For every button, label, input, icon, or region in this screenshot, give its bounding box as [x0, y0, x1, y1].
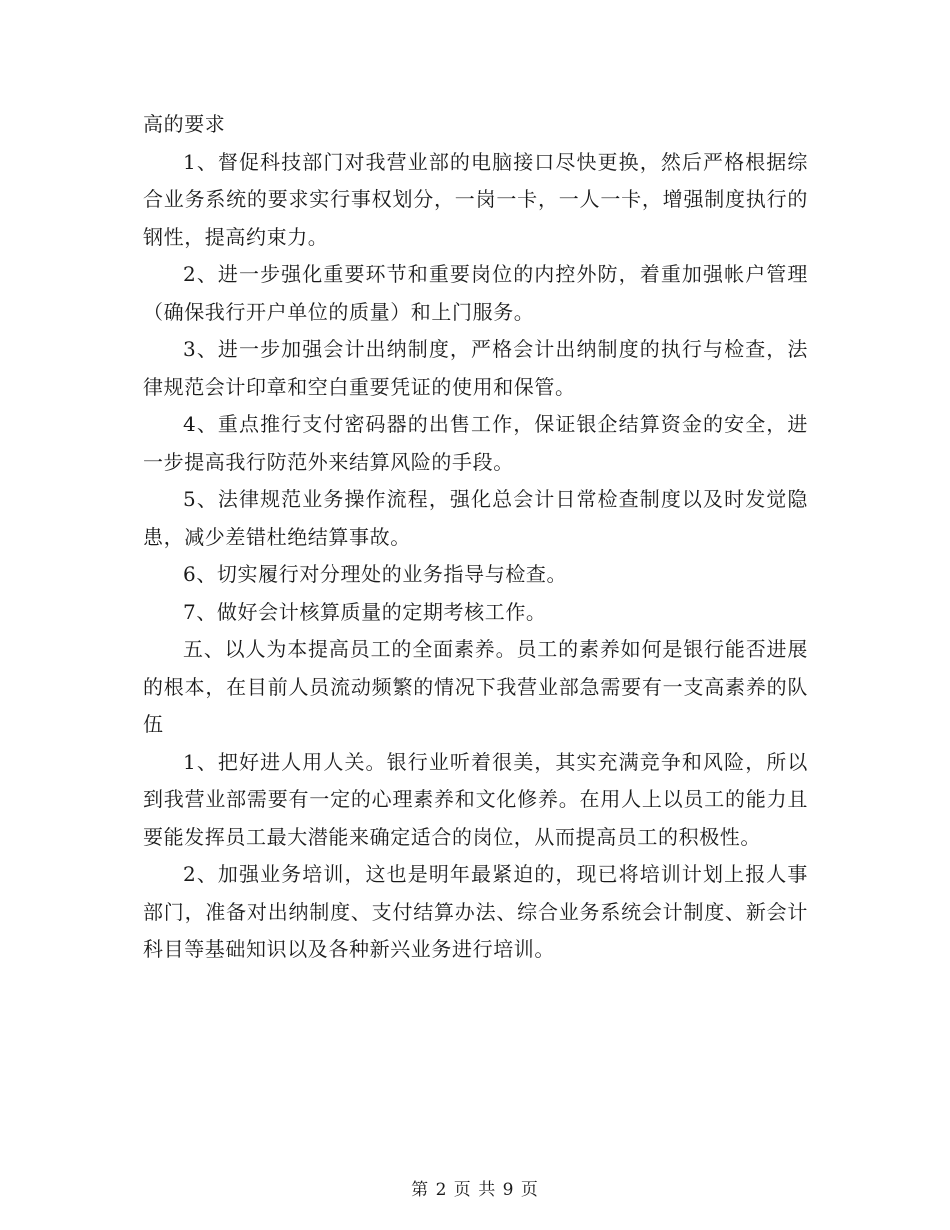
- paragraph-item-7: 7、做好会计核算质量的定期考核工作。: [183, 599, 547, 624]
- paragraph-item-4: 4、重点推行支付密码器的出售工作，保证银企结算资金的安全，进一步提高我行防范外来结算风险的手段。: [143, 412, 808, 474]
- paragraph-item-3: 3、进一步加强会计出纳制度，严格会计出纳制度的执行与检查，法律规范会计印章和空白重要凭证的使用和保管。: [143, 337, 808, 399]
- page-number-footer: 第 2 页 共 9 页: [411, 1180, 539, 1200]
- paragraph-continuation: 高的要求: [143, 112, 226, 136]
- paragraph-item-2: 2、进一步强化重要环节和重要岗位的内控外防，着重加强帐户管理（确保我行开户单位的质量）和上门服务。: [143, 262, 808, 324]
- paragraph-item-6: 6、切实履行对分理处的业务指导与检查。: [183, 562, 568, 586]
- paragraph-staff-2: 2、加强业务培训，这也是明年最紧迫的，现已将培训计划上报人事部门，准备对出纳制度、支付结算办法、综合业务系统会计制度、新会计科目等基础知识以及各种新兴业务进行培训。: [143, 862, 808, 961]
- paragraph-item-5: 5、法律规范业务操作流程，强化总会计日常检查制度以及时发觉隐患，减少差错杜绝结算事故。: [143, 487, 808, 549]
- paragraph-staff-1: 1、把好进人用人关。银行业听着很美，其实充满竞争和风险，所以到我营业部需要有一定的心理素养和文化修养。在用人上以员工的能力且要能发挥员工最大潜能来确定适合的岗位，从而提高员工的积极性。: [143, 749, 808, 849]
- section-heading-five: 五、以人为本提高员工的全面素养。员工的素养如何是银行能否进展的根本，在目前人员流动频繁的情况下我营业部急需要有一支高素养的队伍: [143, 637, 808, 736]
- paragraph-item-1: 1、督促科技部门对我营业部的电脑接口尽快更换，然后严格根据综合业务系统的要求实行事权划分，一岗一卡，一人一卡，增强制度执行的钢性，提高约束力。: [143, 149, 808, 249]
- document-body: [143, 106, 808, 969]
